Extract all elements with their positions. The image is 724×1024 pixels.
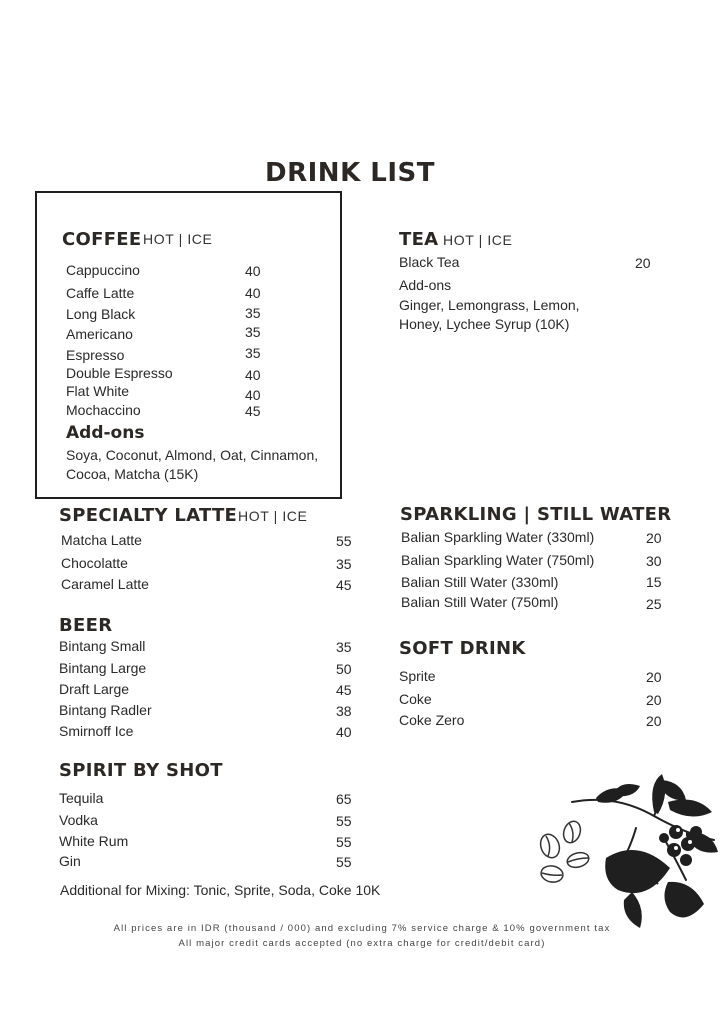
soft-item-price: 20 <box>646 669 662 685</box>
soft-item-name: Coke Zero <box>399 712 465 728</box>
spirit-item-price: 55 <box>336 813 352 829</box>
coffee-item-name: Double Espresso <box>66 365 173 381</box>
specialty-hot-ice: HOT | ICE <box>238 508 308 524</box>
water-item-name: Balian Still Water (330ml) <box>401 574 559 590</box>
coffee-item-price: 40 <box>245 387 261 403</box>
soft-item-price: 20 <box>646 692 662 708</box>
footer-cards-note: All major credit cards accepted (no extra charge for credit/debit card) <box>178 938 546 949</box>
tea-addons-text: Ginger, Lemongrass, Lemon, <box>399 297 580 313</box>
specialty-item-name: Chocolatte <box>61 555 128 571</box>
water-heading: SPARKLING | STILL WATER <box>400 504 672 525</box>
coffee-item-name: Flat White <box>66 383 130 399</box>
water-item-name: Balian Sparkling Water (330ml) <box>401 529 595 545</box>
soft-item-name: Sprite <box>399 668 436 684</box>
water-item-name: Balian Sparkling Water (750ml) <box>401 552 595 568</box>
beer-item-price: 50 <box>336 661 352 677</box>
beer-item-name: Bintang Small <box>59 638 146 654</box>
soft-item-name: Coke <box>399 691 432 707</box>
beer-item-name: Bintang Radler <box>59 702 152 718</box>
coffee-item-price: 40 <box>245 367 261 383</box>
beer-item-price: 35 <box>336 639 352 655</box>
beer-item-name: Smirnoff Ice <box>59 723 134 739</box>
coffee-item-name: Espresso <box>66 347 125 363</box>
coffee-item-name: Americano <box>66 326 133 342</box>
spirit-item-price: 55 <box>336 834 352 850</box>
coffee-heading: COFFEE <box>62 229 142 250</box>
spirit-item-name: Tequila <box>59 790 104 806</box>
page-title: DRINK LIST <box>265 158 435 188</box>
coffee-addons-text: Soya, Coconut, Almond, Oat, Cinnamon, <box>66 447 319 463</box>
coffee-item-name: Cappuccino <box>66 262 140 278</box>
tea-heading: TEA <box>399 229 439 250</box>
tea-addons-text: Honey, Lychee Syrup (10K) <box>399 316 570 332</box>
beer-heading: BEER <box>59 615 113 636</box>
spirit-mixing-note: Additional for Mixing: Tonic, Sprite, Soda, Coke 10K <box>60 882 381 898</box>
coffee-hot-ice: HOT | ICE <box>143 231 213 247</box>
soft-drink-heading: SOFT DRINK <box>399 638 526 659</box>
coffee-item-name: Caffe Latte <box>66 285 135 301</box>
beer-item-price: 45 <box>336 682 352 698</box>
coffee-item-price: 35 <box>245 305 261 321</box>
spirit-item-price: 65 <box>336 791 352 807</box>
spirit-item-name: White Rum <box>59 833 129 849</box>
water-item-price: 15 <box>646 574 662 590</box>
coffee-item-price: 40 <box>245 285 261 301</box>
specialty-item-price: 55 <box>336 533 352 549</box>
tea-item-name: Black Tea <box>399 254 460 270</box>
beer-item-name: Draft Large <box>59 681 130 697</box>
coffee-item-price: 40 <box>245 263 261 279</box>
coffee-plant-illustration-icon <box>536 772 720 928</box>
specialty-item-price: 45 <box>336 577 352 593</box>
water-item-price: 25 <box>646 596 662 612</box>
coffee-item-price: 35 <box>245 345 261 361</box>
water-item-price: 30 <box>646 553 662 569</box>
specialty-item-name: Matcha Latte <box>61 532 142 548</box>
tea-addons-heading: Add-ons <box>399 277 452 293</box>
coffee-item-price: 45 <box>245 403 261 419</box>
spirit-item-name: Gin <box>59 853 81 869</box>
tea-item-price: 20 <box>635 255 651 271</box>
water-item-price: 20 <box>646 530 662 546</box>
spirit-item-name: Vodka <box>59 812 98 828</box>
beer-item-name: Bintang Large <box>59 660 147 676</box>
beer-item-price: 38 <box>336 703 352 719</box>
specialty-item-name: Caramel Latte <box>61 576 149 592</box>
coffee-addons-heading: Add-ons <box>66 423 145 443</box>
water-item-name: Balian Still Water (750ml) <box>401 594 559 610</box>
beer-item-price: 40 <box>336 724 352 740</box>
spirit-heading: SPIRIT BY SHOT <box>59 760 223 781</box>
coffee-addons-text: Cocoa, Matcha (15K) <box>66 466 199 482</box>
specialty-heading: SPECIALTY LATTE <box>59 505 238 526</box>
spirit-item-price: 55 <box>336 854 352 870</box>
footer-prices-note: All prices are in IDR (thousand / 000) and excluding 7% service charge & 10% government tax <box>113 923 611 934</box>
soft-item-price: 20 <box>646 713 662 729</box>
coffee-item-price: 35 <box>245 324 261 340</box>
tea-hot-ice: HOT | ICE <box>443 232 513 248</box>
specialty-item-price: 35 <box>336 556 352 572</box>
coffee-item-name: Mochaccino <box>66 402 141 418</box>
coffee-item-name: Long Black <box>66 306 136 322</box>
